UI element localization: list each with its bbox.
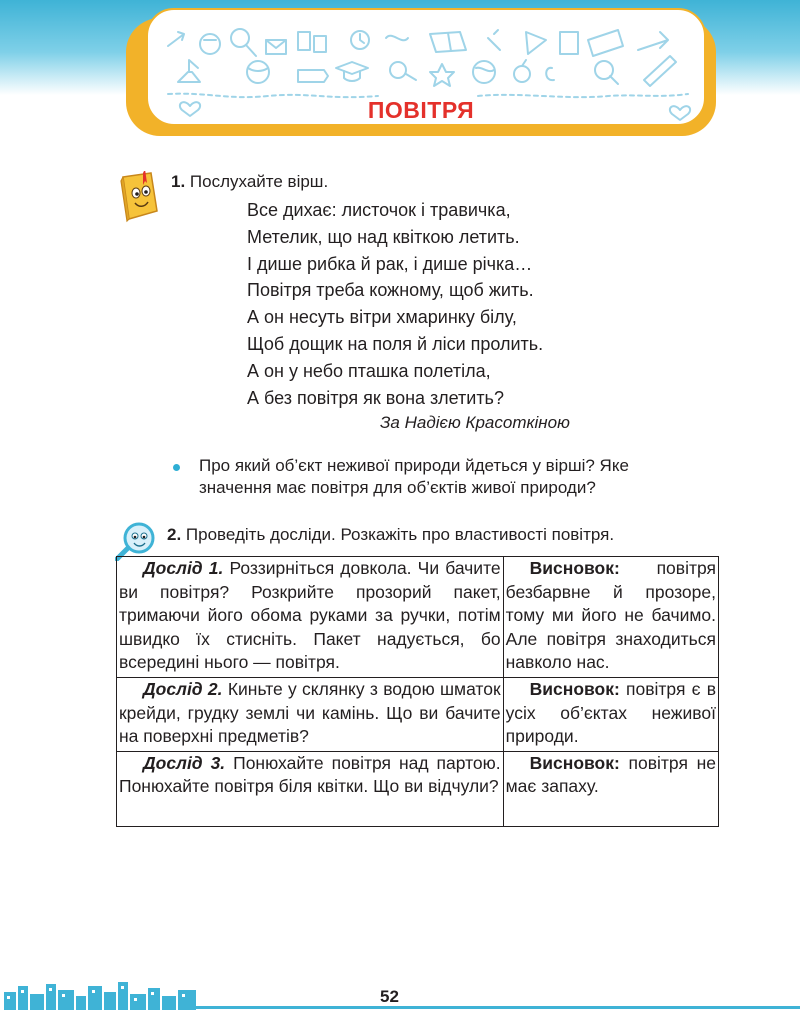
conclusion-text: повітря не має запаху. (505, 752, 716, 797)
conclusion-text: повітря безбарвне й прозоре, тому ми його не бачимо. Але повітря знаходиться навколо нас. (505, 558, 716, 673)
poem-line: Все дихає: листочок і травичка, (247, 200, 511, 220)
poem-author: За Надією Красоткіною (380, 413, 570, 432)
task1-header (171, 170, 328, 194)
conclusion-text: повітря є в усіх об’єктах неживої природи. (505, 678, 716, 747)
task2-instruction: Проведіть досліди. Розкажіть про властивості повітря. (185, 525, 615, 544)
footer-line (195, 1006, 800, 1009)
experiments-table (116, 556, 719, 827)
experiment-cell (117, 751, 504, 826)
task1-instruction: Послухайте вірш. (189, 172, 329, 191)
title-banner (122, 8, 720, 138)
experiment-text: Киньте у склянку з водою шматок крейди, грудку землі чи камінь. Що ви бачите на поверхні предметів? (119, 678, 501, 747)
conclusion-cell (503, 557, 718, 678)
poem-line: І дише рибка й рак, і дише річка… (247, 253, 533, 274)
question-line: Про який об’єкт неживої природи йдеться у вірші? Яке (199, 456, 629, 475)
task2-number: 2. (167, 525, 182, 544)
task1-number: 1. (171, 172, 186, 191)
experiment-text: Роззирніться довкола. Чи бачите ви повітря? Розкрийте прозорий пакет, тримаючи його обома руками за ручки, потім швидко їх стисніть. Пакет надується, бо всередині нього — повітря. (119, 558, 501, 673)
page-number: 52 (380, 987, 399, 1006)
experiment-lead: Дослід 3. (143, 752, 226, 773)
conclusion-cell (503, 751, 718, 826)
poem-line: Повітря треба кожному, щоб жить. (247, 280, 534, 301)
magnifier-character-icon (115, 521, 161, 561)
bullet-icon (173, 464, 180, 471)
task2-header (167, 523, 614, 547)
poem-line: Щоб дощик на поля й ліси пролить. (247, 333, 544, 354)
task1-question (199, 455, 779, 499)
experiment-text: Понюхайте повітря над партою. Понюхайте повітря біля квітки. Що ви відчули? (119, 752, 501, 797)
conclusion-lead: Висновок: (529, 678, 620, 699)
poem-line: А он несуть вітри хмаринку білу, (247, 307, 517, 328)
experiment-lead: Дослід 2. (143, 678, 223, 699)
conclusion-lead: Висновок: (529, 558, 620, 578)
question-line: значення має повітря для об’єктів живої природи? (199, 478, 596, 497)
poem (247, 197, 543, 411)
table-row (117, 557, 719, 678)
poem-line: А без повітря як вона злетить? (247, 387, 504, 408)
experiment-lead: Дослід 1. (143, 558, 224, 578)
conclusion-lead: Висновок: (529, 752, 620, 773)
experiment-cell (117, 557, 504, 678)
page-title: ПОВІТРЯ (367, 97, 475, 123)
poem-line: А он у небо пташка полетіла, (247, 360, 491, 381)
table-row (117, 677, 719, 751)
experiment-cell (117, 677, 504, 751)
city-skyline-icon (0, 980, 200, 1010)
conclusion-cell (503, 677, 718, 751)
book-character-icon (117, 171, 161, 223)
poem-line: Метелик, що над квіткою летить. (247, 226, 520, 247)
table-row (117, 751, 719, 826)
